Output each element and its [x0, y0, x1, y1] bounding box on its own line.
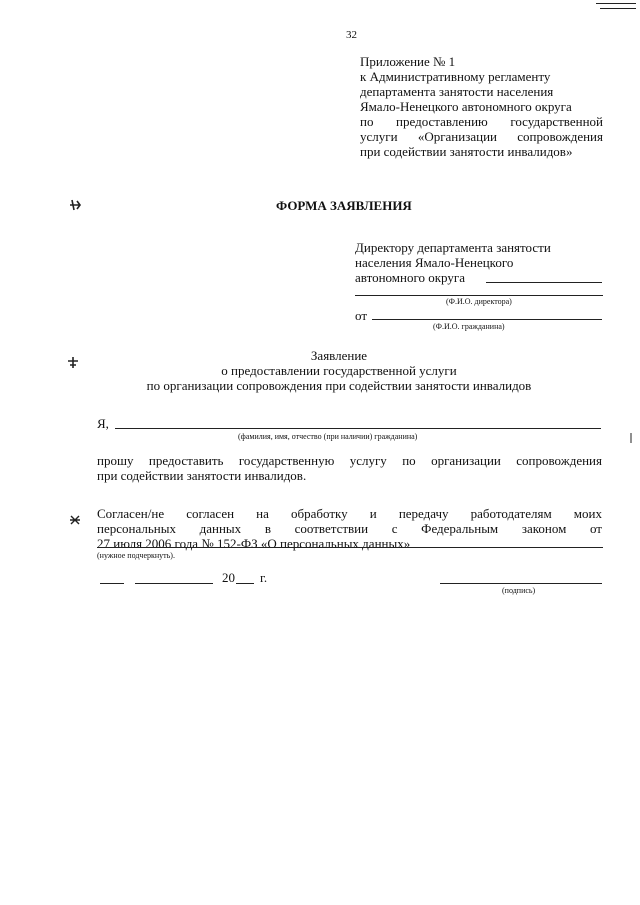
- date-day-line: [100, 583, 124, 584]
- annex-line: услуги «Организации сопровождения: [360, 129, 603, 144]
- applicant-name-line: [115, 428, 601, 429]
- date-year-suffix: г.: [260, 570, 268, 585]
- page-number: 32: [346, 29, 357, 41]
- request-line: прошу предоставить государственную услугу по организации сопровождения: [97, 453, 602, 468]
- from-label: от: [355, 308, 368, 323]
- consent-line: персональных данных в соответствии с Федеральным законом от: [97, 521, 602, 536]
- annex-line: при содействии занятости инвалидов»: [360, 144, 573, 159]
- scan-edge-line: [600, 8, 636, 9]
- signature-caption: (подпись): [502, 586, 536, 595]
- arrow-mark-icon: [68, 513, 82, 527]
- scan-edge-line: [596, 3, 636, 4]
- date-year-prefix: 20: [222, 570, 235, 585]
- arrow-mark-icon: [66, 355, 80, 369]
- addressee-line: населения Ямало-Ненецкого: [355, 255, 514, 270]
- applicant-caption: (фамилия, имя, отчество (при наличии) гражданина): [238, 432, 418, 441]
- citizen-name-line: [372, 319, 602, 320]
- statement-title: Заявление: [310, 348, 368, 363]
- consent-note: (нужное подчеркнуть).: [97, 551, 175, 560]
- request-line: при содействии занятости инвалидов.: [97, 468, 307, 483]
- annex-line: департамента занятости населения: [360, 84, 554, 99]
- arrow-mark-icon: [626, 432, 636, 444]
- consent-line: Согласен/не согласен на обработку и передачу работодателям моих: [97, 506, 602, 521]
- date-month-line: [135, 583, 213, 584]
- statement-subtitle: о предоставлении государственной услуги: [221, 363, 457, 378]
- signature-line: [440, 583, 602, 584]
- addressee-region-underline: [486, 282, 602, 283]
- addressee-line: Директору департамента занятости: [355, 240, 551, 255]
- statement-subtitle: по организации сопровождения при содействии занятости инвалидов: [146, 378, 532, 393]
- date-year-line: [236, 583, 254, 584]
- form-title: ФОРМА ЗАЯВЛЕНИЯ: [276, 198, 412, 213]
- consent-line: 27 июля 2006 года № 152-ФЗ «О персональных данных»: [97, 536, 411, 551]
- annex-line: к Административному регламенту: [360, 69, 551, 84]
- director-caption: (Ф.И.О. директора): [446, 297, 512, 306]
- director-name-line: [355, 295, 603, 296]
- addressee-line: автономного округа: [355, 270, 465, 285]
- annex-line: Ямало-Ненецкого автономного округа: [360, 99, 572, 114]
- arrow-mark-icon: [68, 198, 82, 212]
- citizen-caption: (Ф.И.О. гражданина): [433, 322, 505, 331]
- annex-line: по предоставлению государственной: [360, 114, 603, 129]
- consent-underline: [97, 547, 603, 548]
- annex-line: Приложение № 1: [360, 54, 456, 69]
- applicant-label: Я,: [97, 416, 109, 431]
